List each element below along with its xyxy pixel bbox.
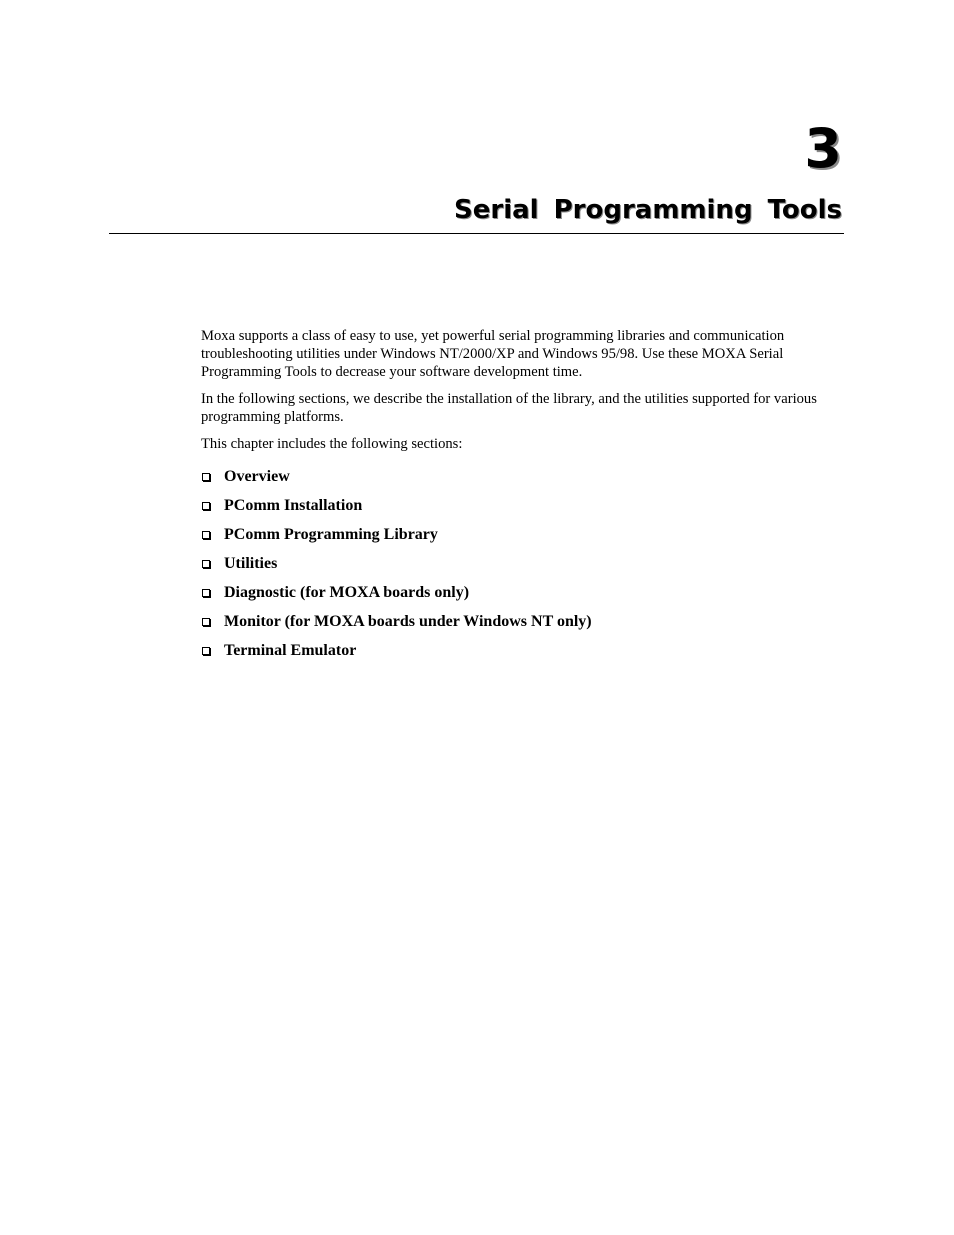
section-list	[201, 462, 841, 665]
checkbox-bullet-icon	[202, 589, 210, 597]
checkbox-bullet-icon	[202, 618, 210, 626]
section-item-pcomm-programming-library	[201, 520, 841, 549]
section-item-monitor	[201, 607, 841, 636]
section-item-label: Overview	[224, 467, 290, 485]
section-item-label: Terminal Emulator	[224, 641, 357, 659]
chapter-number: 3	[804, 117, 842, 180]
checkbox-bullet-icon	[202, 473, 210, 481]
intro-paragraph: Moxa supports a class of easy to use, yet powerful serial programming libraries and communication troubleshooting utilities under Windows NT/2000/XP and Windows 95/98. Use these MOXA Serial Programming Tools to decrease your software development time.	[201, 328, 785, 380]
section-item-label: Utilities	[224, 554, 278, 572]
section-item-label: Diagnostic (for MOXA boards only)	[224, 583, 470, 601]
section-item-label: PComm Programming Library	[224, 525, 438, 543]
section-item-label: PComm Installation	[224, 496, 363, 514]
sections-lead-in: This chapter includes the following sections:	[201, 436, 463, 452]
checkbox-bullet-icon	[202, 647, 210, 655]
section-item-overview	[201, 462, 841, 491]
section-item-label: Monitor (for MOXA boards under Windows NT only)	[224, 612, 592, 630]
section-item-pcomm-installation	[201, 491, 841, 520]
checkbox-bullet-icon	[202, 502, 210, 510]
checkbox-bullet-icon	[202, 531, 210, 539]
section-item-terminal-emulator	[201, 636, 841, 665]
chapter-title: Serial Programming Tools	[454, 195, 842, 225]
checkbox-bullet-icon	[202, 560, 210, 568]
title-divider	[109, 233, 844, 234]
chapter-intro	[201, 327, 841, 665]
section-item-diagnostic	[201, 578, 841, 607]
intro-paragraph: In the following sections, we describe the installation of the library, and the utilities supported for various programming platforms.	[201, 391, 817, 425]
section-item-utilities	[201, 549, 841, 578]
